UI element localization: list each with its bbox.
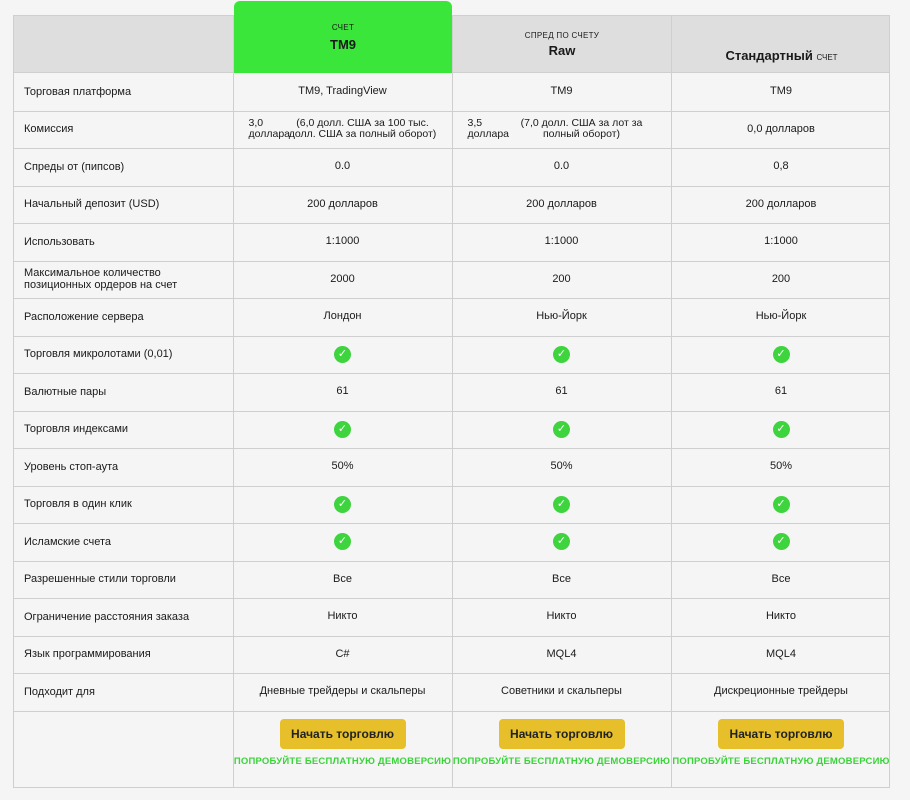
row-label: Исламские счета <box>24 535 112 548</box>
value-cell: Никто <box>327 610 358 623</box>
feature-cell <box>233 336 452 374</box>
value-cell: 1:1000 <box>544 235 579 248</box>
check-icon: ✓ <box>553 496 570 513</box>
commission-amount: 3,0 доллара <box>248 117 291 141</box>
value-cell: Нью-Йорк <box>755 310 807 323</box>
value-cell: Нью-Йорк <box>536 310 587 323</box>
check-icon: ✓ <box>773 496 790 513</box>
check-icon: ✓ <box>334 496 351 513</box>
row-label: Ограничение расстояния заказа <box>24 610 190 623</box>
start-trading-button[interactable]: Начать торговлю <box>718 719 844 749</box>
value-cell: 200 долларов <box>307 197 378 210</box>
row-label: Торговля индексами <box>24 423 129 436</box>
row-label: Подходит для <box>24 685 95 698</box>
row-divider <box>14 711 889 712</box>
commission-note: (7,0 долл. США за лот за полный оборот) <box>520 117 643 141</box>
value-cell: 200 долларов <box>745 197 817 210</box>
value-cell: 50% <box>331 460 354 473</box>
commission-cell <box>452 111 671 149</box>
column-header-title: TM9 <box>330 36 356 52</box>
commission-cell <box>671 111 891 149</box>
value-cell: 200 <box>771 272 791 285</box>
row-label: Начальный депозит (USD) <box>24 198 160 211</box>
value-cell: Дневные трейдеры и скальперы <box>259 685 426 698</box>
feature-cell <box>671 486 891 524</box>
raw-column-header <box>453 16 671 73</box>
row-label: Валютные пары <box>24 385 107 398</box>
standard-column-header <box>672 16 891 73</box>
value-cell: 0.0 <box>553 160 570 173</box>
value-cell: TM9 <box>550 85 573 98</box>
row-label: Торговля в один клик <box>24 498 132 511</box>
row-label: Спреды от (пипсов) <box>24 160 125 173</box>
value-cell: 0,8 <box>773 160 789 173</box>
value-cell: Лондон <box>323 310 362 323</box>
row-label: Максимальное количество позиционных ордеров на счет <box>24 267 178 292</box>
value-cell: 61 <box>336 385 349 398</box>
value-cell: 200 <box>552 272 571 285</box>
value-cell: MQL4 <box>546 647 577 660</box>
value-cell: TM9, TradingView <box>298 85 387 98</box>
feature-cell <box>671 523 891 561</box>
value-cell: 50% <box>769 460 793 473</box>
feature-cell <box>452 523 671 561</box>
value-cell: TM9 <box>770 85 792 98</box>
value-cell: Все <box>333 572 352 585</box>
value-cell: Советники и скальперы <box>501 685 622 698</box>
check-icon: ✓ <box>334 421 351 438</box>
feature-cell <box>671 411 891 449</box>
column-header-caption: СПРЕД ПО СЧЕТУ <box>524 31 600 40</box>
value-cell: MQL4 <box>766 647 796 660</box>
value-cell: Все <box>771 572 791 585</box>
column-header-suffix: СЧЕТ <box>816 53 838 62</box>
try-demo-link[interactable]: ПОПРОБУЙТЕ БЕСПЛАТНУЮ ДЕМОВЕРСИЮ <box>672 755 890 767</box>
value-cell: Никто <box>546 610 577 623</box>
row-label: Уровень стоп-аута <box>24 460 119 473</box>
value-cell: 61 <box>774 385 788 398</box>
featured-column-header <box>234 1 452 73</box>
check-icon: ✓ <box>773 533 790 550</box>
value-cell: 1:1000 <box>325 235 360 248</box>
feature-cell <box>233 523 452 561</box>
feature-cell <box>671 336 891 374</box>
row-label: Использовать <box>24 235 95 248</box>
check-icon: ✓ <box>773 346 790 363</box>
row-label: Разрешенные стили торговли <box>24 573 176 586</box>
check-icon: ✓ <box>553 533 570 550</box>
account-comparison-table <box>13 15 890 788</box>
feature-cell <box>233 486 452 524</box>
feature-cell <box>452 411 671 449</box>
value-cell: 200 долларов <box>526 197 597 210</box>
check-icon: ✓ <box>553 346 570 363</box>
value-cell: Дискреционные трейдеры <box>714 685 848 698</box>
column-header-title: Стандартный <box>725 48 813 63</box>
column-header-caption: СЧЕТ <box>331 22 355 32</box>
check-icon: ✓ <box>334 533 351 550</box>
value-cell: 1:1000 <box>764 235 798 248</box>
feature-cell <box>452 486 671 524</box>
value-cell: 50% <box>550 460 573 473</box>
check-icon: ✓ <box>334 346 351 363</box>
value-cell: Никто <box>765 610 797 623</box>
try-demo-link[interactable]: ПОПРОБУЙТЕ БЕСПЛАТНУЮ ДЕМОВЕРСИЮ <box>452 755 671 767</box>
value-cell: Все <box>552 572 571 585</box>
column-header-title: Raw <box>548 43 576 58</box>
value-cell: C# <box>335 647 350 660</box>
commission-amount: 3,5 доллара <box>467 117 510 141</box>
feature-cell <box>233 411 452 449</box>
row-label: Торговля микролотами (0,01) <box>24 348 173 361</box>
commission-value: 0,0 долларов <box>747 122 815 135</box>
start-trading-button[interactable]: Начать торговлю <box>499 719 625 749</box>
row-label: Торговая платформа <box>24 85 132 98</box>
check-icon: ✓ <box>773 421 790 438</box>
try-demo-link[interactable]: ПОПРОБУЙТЕ БЕСПЛАТНУЮ ДЕМОВЕРСИЮ <box>233 755 452 767</box>
commission-note: (6,0 долл. США за 100 тыс. долл. США за полный оборот) <box>288 117 437 141</box>
feature-cell <box>452 336 671 374</box>
start-trading-button[interactable]: Начать торговлю <box>280 719 406 749</box>
check-icon: ✓ <box>553 421 570 438</box>
row-label: Язык программирования <box>24 648 151 661</box>
value-cell: 0.0 <box>334 160 351 173</box>
row-label: Расположение сервера <box>24 310 144 323</box>
value-cell: 61 <box>555 385 568 398</box>
commission-cell <box>233 111 452 149</box>
value-cell: 2000 <box>330 272 355 285</box>
row-label: Комиссия <box>24 123 74 136</box>
